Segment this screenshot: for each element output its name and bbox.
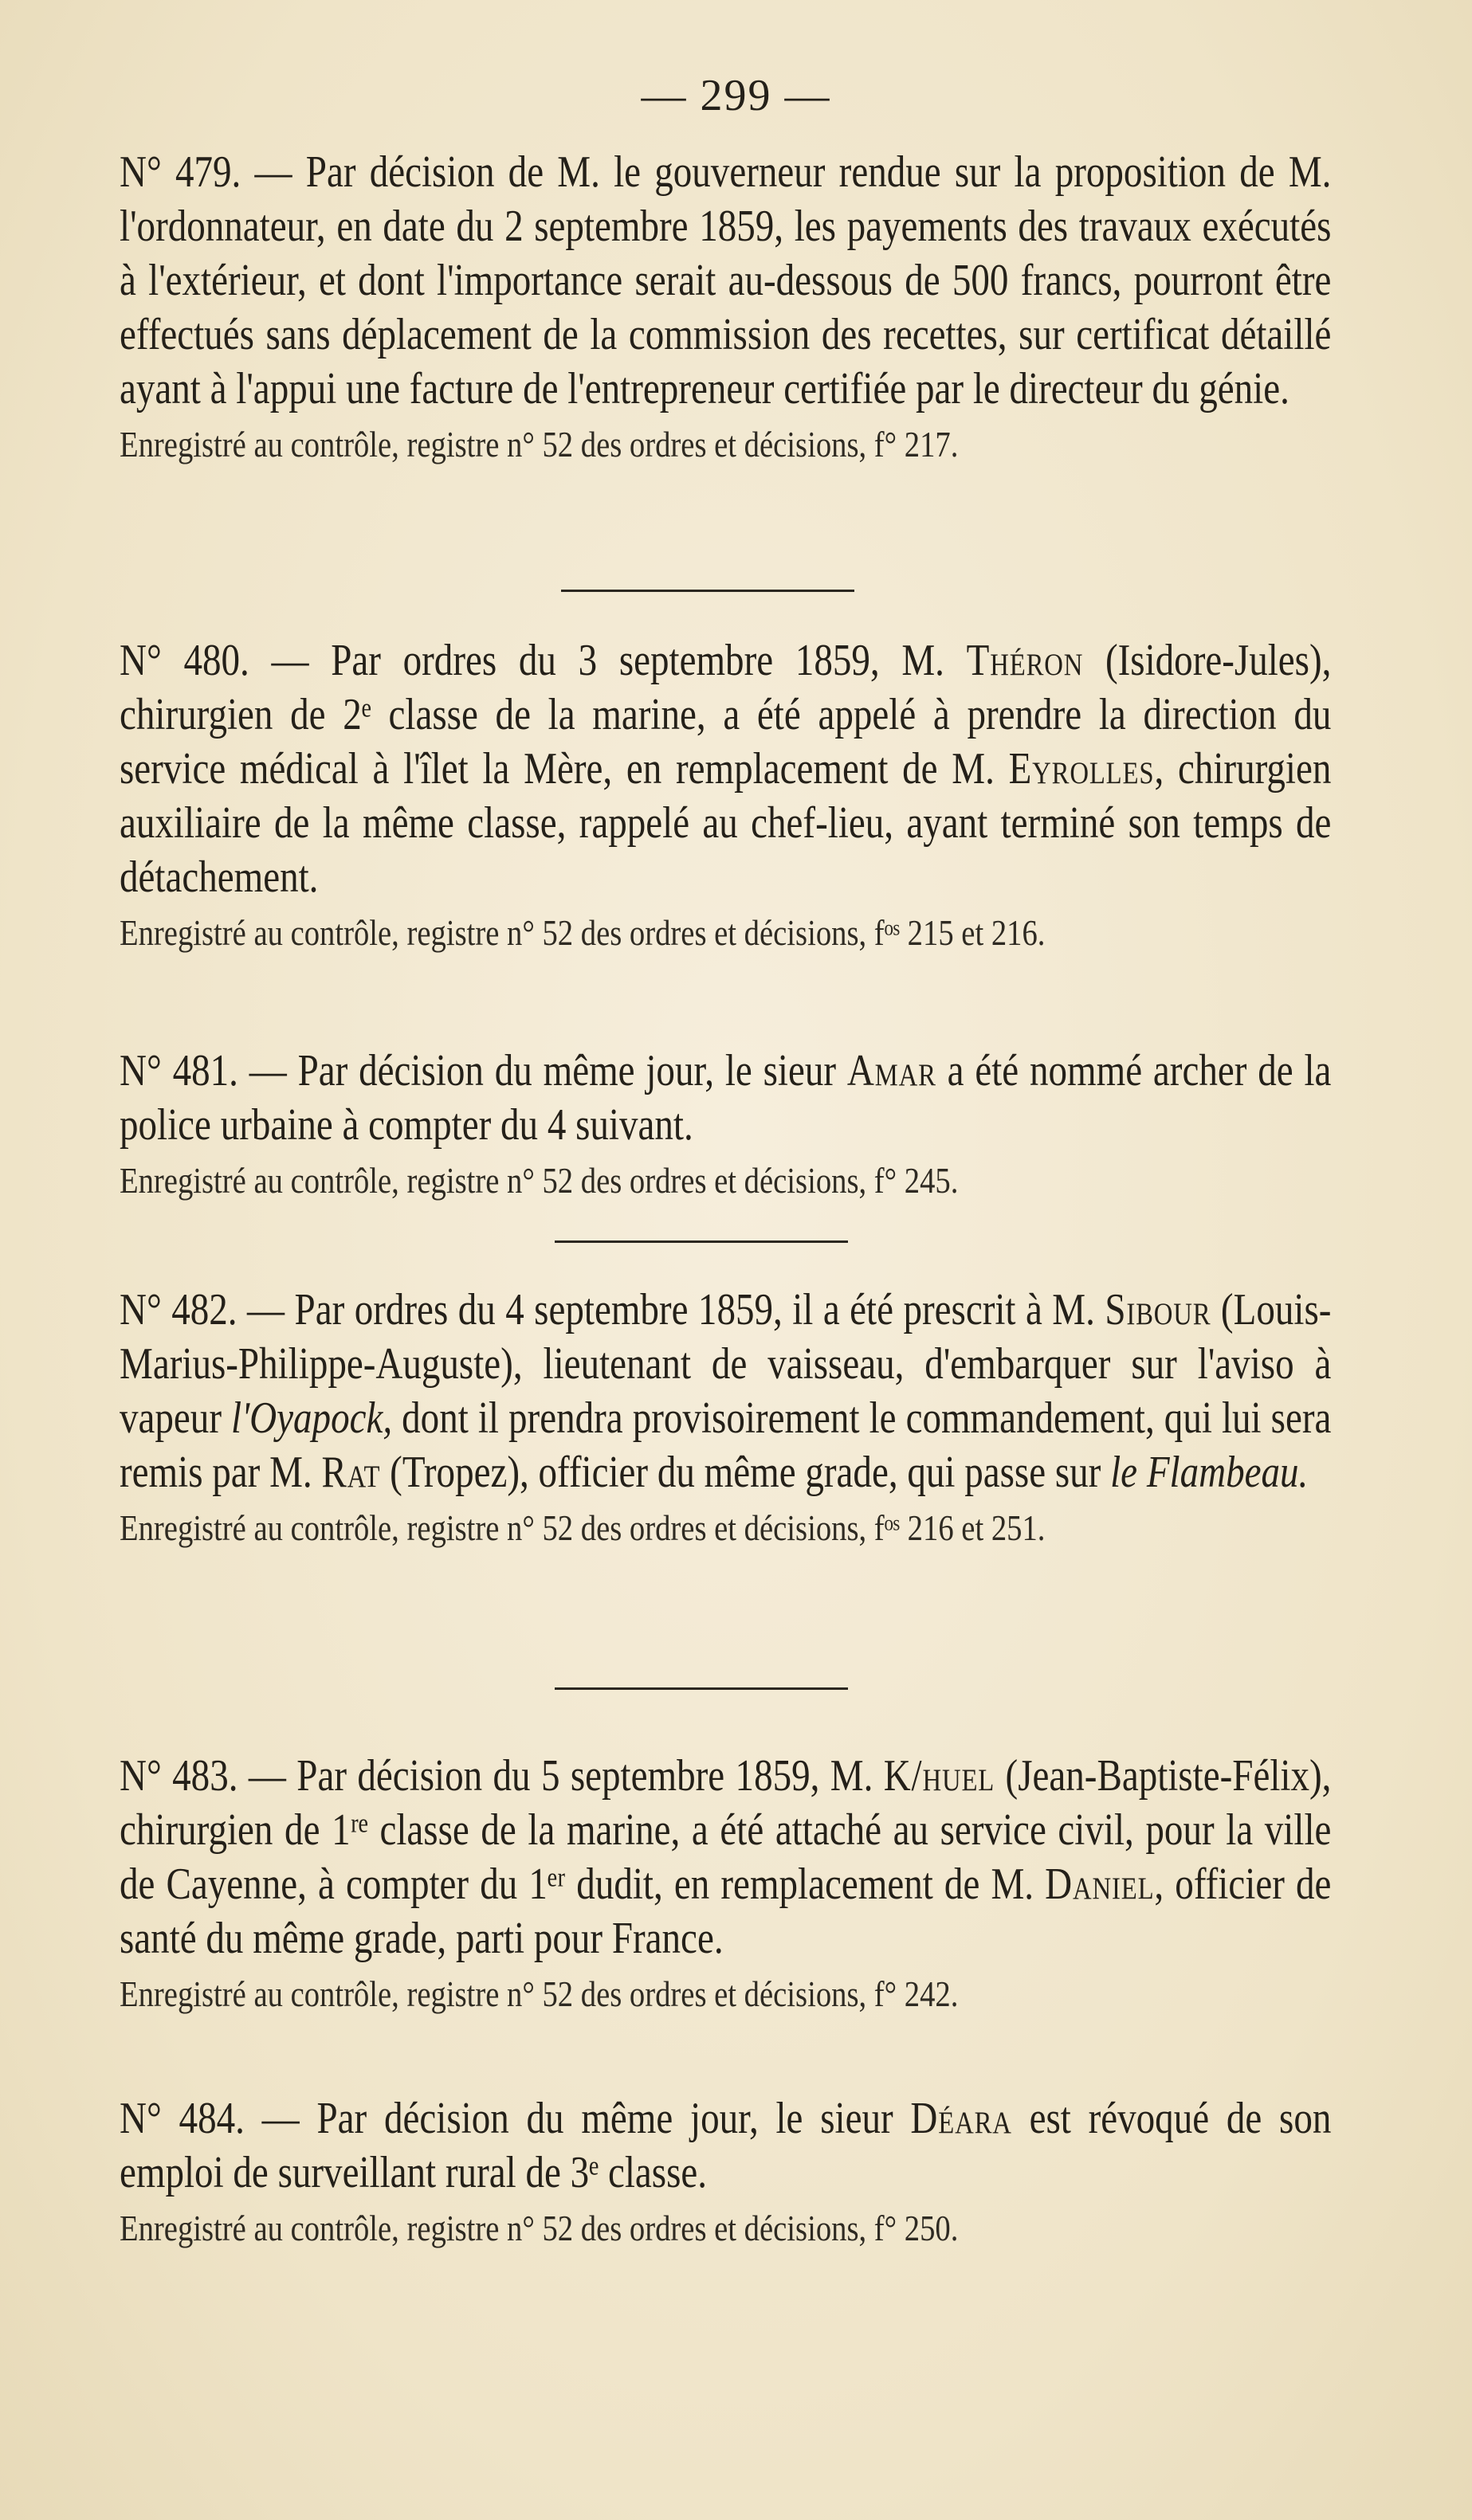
entry-text-part: (Isidore-Jules), chirurgien de 2ᵉ classe de la marine, a été appelé à prendre la direction du service médical à l'îlet la Mère, en remplacement de M.	[120, 636, 1332, 794]
entry-text-part: (Tropez), officier du même grade, qui passe sur	[380, 1448, 1111, 1497]
entry-text-part: dont il prendra provisoirement le commandement, qui lui sera remis par M.	[120, 1393, 1332, 1497]
person-name: Sibour	[1105, 1285, 1211, 1334]
entry-483	[120, 1749, 1331, 2016]
person-name: Eyrolles	[1008, 744, 1155, 794]
entry-text-part: (Jean-Baptiste-Félix), chirurgien de 1ʳᵉ classe de la marine, a été attaché au service civil, pour la ville de Cayenne, à compter du 1ᵉʳ dudit, en remplacement de M.	[120, 1751, 1332, 1909]
entry-text-part: — Par ordres du 4 septembre 1859, il a été prescrit à M.	[247, 1285, 1105, 1334]
entry-number: N° 482.	[120, 1285, 237, 1334]
separator-rule	[555, 1240, 848, 1243]
entry-text-part: — Par décision du 5 septembre 1859, M.	[248, 1751, 884, 1801]
entry-text-part: , officier de santé du même grade, parti pour France.	[120, 1860, 1332, 1963]
entry-number: N° 484.	[120, 2094, 245, 2143]
entry-text-part: — Par décision du même jour, le sieur	[249, 1046, 847, 1095]
entry-479	[120, 145, 1331, 467]
entry-number: N° 480.	[120, 636, 249, 685]
person-name: Rat	[321, 1448, 381, 1497]
entry-text-part: a été nommé archer de la police urbaine à compter du 4 suivant.	[120, 1046, 1332, 1150]
registration-note: Enregistré au contrôle, registre n° 52 des ordres et décisions, f° 242.	[120, 1973, 959, 2014]
registration-note: Enregistré au contrôle, registre n° 52 des ordres et décisions, f° 250.	[120, 2208, 959, 2248]
person-name: Déara	[910, 2094, 1012, 2143]
entry-number: N° 479.	[120, 147, 241, 197]
registration-note: Enregistré au contrôle, registre n° 52 des ordres et décisions, f° 217.	[120, 424, 959, 464]
registration-note: Enregistré au contrôle, registre n° 52 des ordres et décisions, fᵒˢ 216 et 251.	[120, 1507, 1046, 1548]
ship-name: le Flambeau.	[1110, 1448, 1309, 1497]
ship-name: l'Oyapock,	[231, 1393, 393, 1443]
registration-note: Enregistré au contrôle, registre n° 52 des ordres et décisions, f° 245.	[120, 1160, 959, 1201]
entry-481	[120, 1044, 1331, 1203]
entry-number: N° 483.	[120, 1751, 238, 1801]
entry-484	[120, 2091, 1331, 2251]
registration-note: Enregistré au contrôle, registre n° 52 des ordres et décisions, fᵒˢ 215 et 216.	[120, 912, 1046, 953]
entry-text-part: (Louis-Marius-Philippe-Auguste), lieutenant de vaisseau, d'embarquer sur l'aviso à vapeur	[120, 1285, 1332, 1443]
entry-480	[120, 633, 1331, 955]
entry-text-part: — Par décision du même jour, le sieur	[261, 2094, 911, 2143]
separator-rule	[555, 1687, 848, 1690]
person-name: Amar	[846, 1046, 936, 1095]
entry-text: — Par décision de M. le gouverneur rendue sur la proposition de M. l'ordonnateur, en date du 2 septembre 1859, les payements des travaux exécutés à l'extérieur, et dont l'importance serait au-dessous de 500 francs, pourront être effectués sans déplacement de la commission des recettes, sur certificat détaillé ayant à l'appui une facture de l'entrepreneur certifiée par le directeur du génie.	[120, 147, 1332, 413]
person-name: Théron	[966, 636, 1084, 685]
person-name: K/huel	[883, 1751, 995, 1801]
person-name: Daniel	[1045, 1860, 1155, 1909]
page-number: — 299 —	[641, 71, 831, 120]
entry-482	[120, 1283, 1331, 1550]
entry-text-part: — Par ordres du 3 septembre 1859, M.	[271, 636, 967, 685]
entry-text-part: , chirurgien auxiliaire de la même classe, rappelé au chef-lieu, ayant terminé son temps de détachement.	[120, 744, 1332, 902]
entry-number: N° 481.	[120, 1046, 238, 1095]
separator-rule	[561, 590, 854, 592]
entry-text-part: est révoqué de son emploi de surveillant rural de 3ᵉ classe.	[120, 2094, 1332, 2197]
